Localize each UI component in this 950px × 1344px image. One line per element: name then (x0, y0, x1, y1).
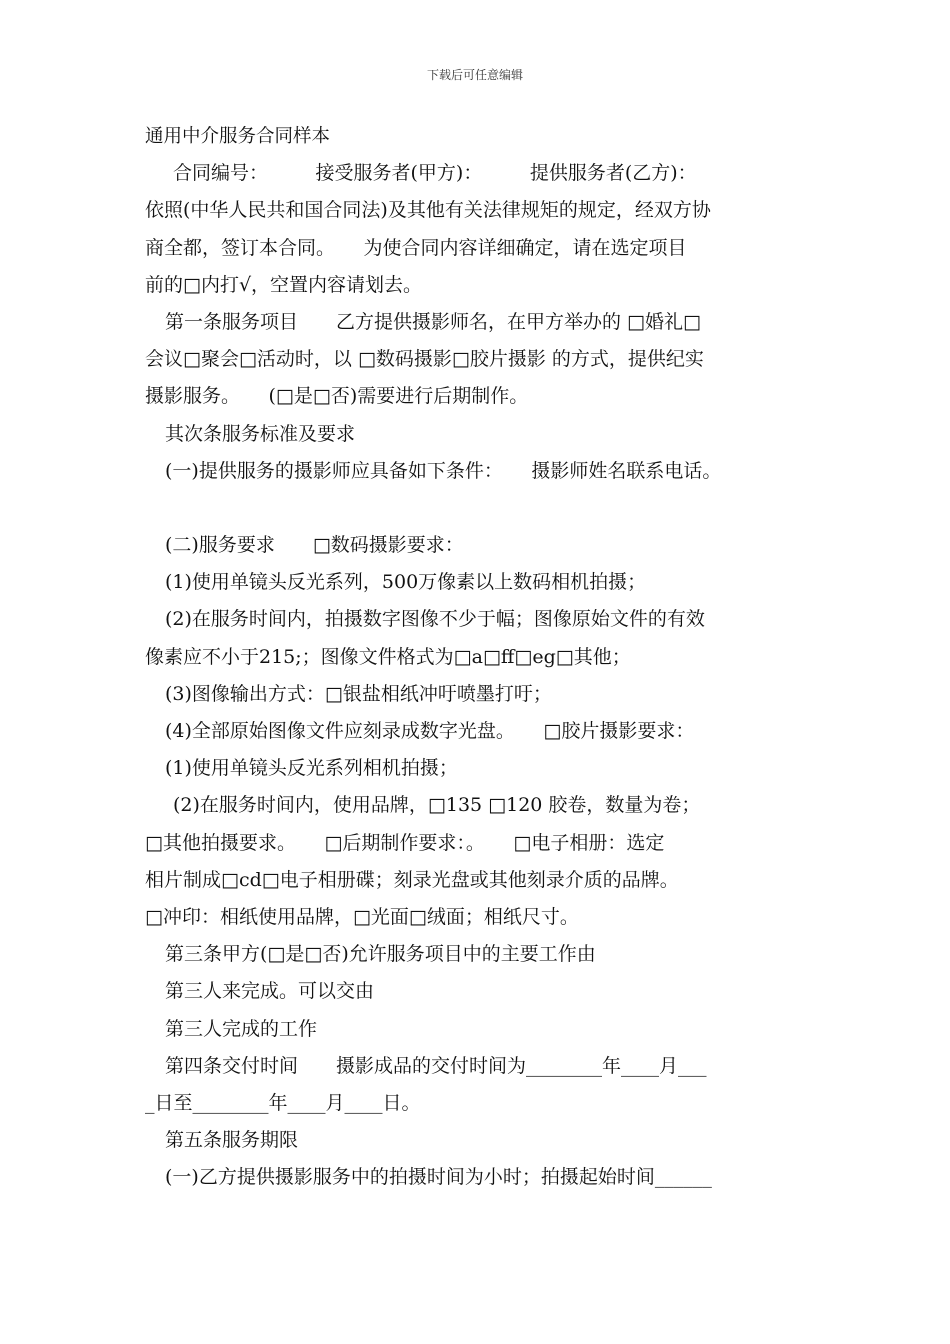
section-heading: 第五条服务期限 (165, 1129, 299, 1152)
paragraph-line: 第三人完成的工作 (165, 1017, 318, 1040)
paragraph-line: (3)图像输出方式：□银盐相纸冲吁喷墨打吁； (165, 682, 552, 705)
paragraph-line: (一)提供服务的摄影师应具备如下条件： 摄影师姓名联系电话。 (165, 459, 722, 482)
paragraph-line: _日至________年____月____日。 (145, 1091, 421, 1114)
document-title: 通用中介服务合同样本 (145, 126, 331, 147)
paragraph-line: 前的□内打√，空置内容请划去。 (145, 273, 423, 296)
paragraph-line: 合同编号： 接受服务者(甲方)： 提供服务者(乙方)： (173, 162, 697, 185)
section-heading: 第三条甲方(□是□否)允许服务项目中的主要工作由 (165, 943, 596, 966)
paragraph-line: (4)全部原始图像文件应刻录成数字光盘。 □胶片摄影要求： (165, 720, 695, 742)
paragraph-line: (二)服务要求 □数码摄影要求： (165, 534, 464, 557)
paragraph-line: 依照(中华人民共和国合同法)及其他有关法律规矩的规定，经双方协 (145, 199, 711, 222)
paragraph-line: 像素应不小于215;；图像文件格式为□a□ff□eg□其他； (145, 645, 631, 668)
paragraph-line: 商全都，签订本合同。 为使合同内容详细确定，请在选定项目 (145, 236, 687, 259)
paragraph-line: (1)使用单镜头反光系列，500万像素以上数码相机拍摄； (165, 571, 647, 594)
section-heading: 第四条交付时间 摄影成品的交付时间为________年____月___ (165, 1054, 707, 1077)
paragraph-line: 相片制成□cd□电子相册碟；刻录光盘或其他刻录介质的品牌。 (145, 868, 679, 891)
paragraph-line: 会议□聚会□活动时，以 □数码摄影□胶片摄影 的方式，提供纪实 (145, 348, 704, 371)
paragraph-line: □其他拍摄要求。 □后期制作要求：。 □电子相册：选定 (145, 831, 665, 854)
document-body (145, 118, 807, 1196)
section-heading: 其次条服务标准及要求 (165, 422, 356, 445)
paragraph-line: 第三人来完成。可以交由 (165, 980, 375, 1003)
paragraph-line: 摄影服务。 (□是□否)需要进行后期制作。 (145, 385, 529, 408)
blank-line (145, 490, 807, 527)
page-header: 下载后可任意编辑 (426, 68, 523, 82)
paragraph-line: (一)乙方提供摄影服务中的拍摄时间为小时；拍摄起始时间______ (165, 1166, 712, 1189)
paragraph-line: (2)在服务时间内，使用品牌，□135 □120 胶卷，数量为卷； (173, 794, 701, 817)
paragraph-line: □冲印：相纸使用品牌，□光面□绒面；相纸尺寸。 (145, 905, 579, 928)
paragraph-line: 第一条服务项目 乙方提供摄影师名，在甲方举办的 □婚礼□ (165, 310, 701, 333)
paragraph-line: (1)使用单镜头反光系列相机拍摄； (165, 757, 458, 780)
paragraph-line: (2)在服务时间内，拍摄数字图像不少于幅；图像原始文件的有效 (165, 608, 705, 631)
